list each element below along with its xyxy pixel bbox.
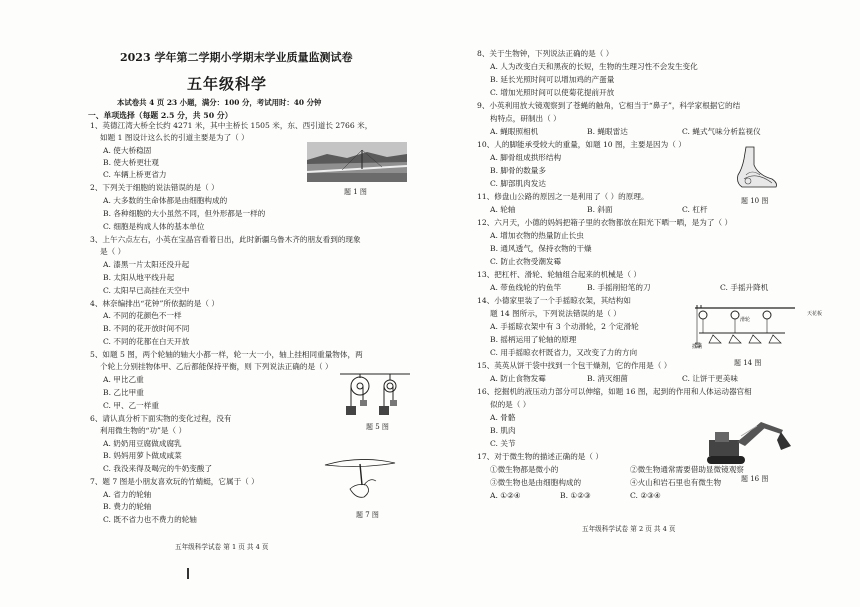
- option-text: A. 防止食物发霉: [490, 374, 546, 383]
- option-text: B. 消灭细菌: [587, 374, 628, 383]
- option-text: C. 不同的花都在白天开放: [103, 337, 190, 346]
- option-text: A. 大多数的生命体都是由细胞构成的: [103, 196, 228, 205]
- question-text: 11、修盘山公路的原因之一是利用了（ ）的原理。: [477, 192, 649, 201]
- figure-caption: 题 16 图: [741, 475, 769, 483]
- exam-title: 2023 学年第二学期小学期末学业质量监测试卷: [120, 51, 353, 64]
- option-text: C. 脚部肌肉发达: [490, 179, 546, 188]
- subject-title: 五年级科学: [187, 75, 268, 93]
- option-text: C. 太阳早已高挂在天空中: [103, 286, 190, 295]
- question-text: 7、题 7 图是小朋友喜欢玩的竹蜻蜓，它属于（ ）: [90, 477, 259, 486]
- diagram-label: 天花板: [807, 311, 823, 317]
- question-text: 3、上午六点左右，小英在宝晶宫看着日出，此时新疆乌鲁木齐的朋友看到的现象: [90, 235, 361, 244]
- scan-mark: [187, 568, 189, 579]
- option-text: A. 脚骨组成拱形结构: [490, 153, 562, 162]
- option-text: C. 车辆上桥更省力: [103, 170, 167, 179]
- page-footer: 五年级科学试卷 第 1 页 共 4 页: [175, 543, 269, 551]
- figure-caption: 题 7 图: [356, 511, 379, 519]
- option-text: C. 杠杆: [682, 205, 708, 214]
- question-text: 2、下列关于细胞的说法错误的是（ ）: [90, 183, 219, 192]
- right-page: [430, 0, 860, 607]
- question-text: 8、关于生物钟，下列说法正确的是（ ）: [477, 49, 614, 58]
- option-text: A. 带鱼线轮的钓鱼竿: [490, 283, 562, 292]
- option-text: B. 使大桥更壮观: [103, 158, 159, 167]
- option-text: A. 甲比乙重: [103, 375, 144, 384]
- option-text: B. 费力的轮轴: [103, 502, 152, 511]
- option-text: C. 防止衣物受潮发霉: [490, 257, 562, 266]
- option-text: B. 不同的花开放时间不同: [103, 324, 190, 333]
- question-text: 12、六月天，小德的妈妈把箱子里的衣物都放在阳光下晒一晒，是为了（ ）: [477, 218, 733, 227]
- option-text: B. 脚骨的数量多: [490, 166, 546, 175]
- question-text: 题 14 图所示，下列说法错误的是（ ）: [490, 309, 621, 318]
- option-text: C. 蝇式气味分析监视仪: [682, 127, 761, 136]
- question-text: 9、小英利用放大镜观察到了苍蝇的触角，它相当于“鼻子”，科学家根据它的结: [477, 101, 741, 110]
- option-text: B. 太阳从地平线升起: [103, 273, 175, 282]
- figure-caption: 题 5 图: [366, 423, 389, 431]
- option-text: C. 甲、乙一样重: [103, 401, 159, 410]
- option-text: B. 摇柄运用了轮轴的原理: [490, 335, 577, 344]
- question-text: 10、人的脚能承受较大的重量，如题 10 图，主要是因为（ ）: [477, 140, 686, 149]
- figure-caption: 题 10 图: [741, 197, 769, 205]
- option-text: C. 让饼干更美味: [682, 374, 738, 383]
- option-text: A. 漆黑一片太阳还没升起: [103, 260, 190, 269]
- bamboo-dragonfly-drawing: [320, 455, 400, 505]
- question-text: 5、如题 5 图，两个轮轴的轴大小都一样，轮一大一小，轴上挂相同重量物体，两: [90, 350, 363, 359]
- diagram-label: 滑轮: [740, 317, 751, 323]
- exam-info: 本试卷共 4 页 23 小题，满分：100 分，考试用时：40 分钟: [117, 98, 322, 107]
- option-text: ④火山和岩石里也有微生物: [630, 478, 722, 487]
- option-text: C. 既不省力也不费力的轮轴: [103, 515, 197, 524]
- option-text: A. 增加衣物的热量防止长虫: [490, 231, 584, 240]
- option-text: ①微生物都是微小的: [490, 465, 559, 474]
- option-text: B. 延长光照时间可以增加鸡的产蛋量: [490, 75, 615, 84]
- option-text: ②微生物通常需要借助显微镜观察: [630, 465, 744, 474]
- page-footer: 五年级科学试卷 第 2 页 共 4 页: [582, 525, 676, 533]
- option-text: A. 骨骼: [490, 413, 516, 422]
- section-heading: 一、单项选择（每题 2.5 分，共 50 分）: [88, 111, 233, 120]
- question-text: 13、把杠杆、滑轮、轮轴组合起来的机械是（ ）: [477, 270, 641, 279]
- option-text: A. 奶奶用豆腐做成腐乳: [103, 439, 182, 448]
- question-text: 15、英英从饼干袋中找到一个包干燥剂，它的作用是（ ）: [477, 361, 672, 370]
- wheel-axle-diagram: [340, 372, 410, 418]
- option-text: A. 轮轴: [490, 205, 516, 214]
- question-text: 17、对于微生物的描述正确的是（ ）: [477, 452, 603, 461]
- option-text: B. 通风透气，保持衣物的干燥: [490, 244, 592, 253]
- option-text: B. 肌肉: [490, 426, 516, 435]
- diagram-label: 摇柄: [692, 344, 703, 350]
- option-text: C. 细胞是构成人体的基本单位: [103, 222, 205, 231]
- question-text: 构特点，研制出（ ）: [490, 114, 561, 123]
- question-text: 4、林奈编排出“花钟”所依据的是（ ）: [90, 299, 219, 308]
- option-text: B. ①②③: [560, 491, 591, 500]
- question-text: 似的是（ ）: [490, 400, 531, 409]
- clothes-rack-diagram: [695, 305, 803, 351]
- figure-caption: 题 1 图: [344, 188, 367, 196]
- option-text: C. 手摇升降机: [720, 283, 769, 292]
- option-text: A. 人为改变白天和黑夜的长短，生物的生理习性不会发生变化: [490, 62, 698, 71]
- option-text: C. 关节: [490, 439, 516, 448]
- option-text: C. 增加光照时间可以使菊花提前开放: [490, 88, 615, 97]
- option-text: B. 蝇眼雷达: [587, 127, 628, 136]
- bridge-photo: [307, 142, 407, 182]
- question-text: 1、英德江湾大桥全长约 4271 米，其中主桥长 1505 米，东、西引道长 2766 米，: [90, 121, 373, 130]
- option-text: ③微生物也是由细胞构成的: [490, 478, 582, 487]
- question-text: 14、小德家里装了一个手摇晾衣架，其结构如: [477, 296, 631, 305]
- option-text: B. 各种细胞的大小虽然不同，但外形都是一样的: [103, 209, 266, 218]
- question-text: 16、挖掘机的液压动力部分可以伸缩，如题 16 图，起到的作用和人体运动器官相: [477, 387, 752, 396]
- option-text: C. 用手摇晾衣杆既省力，又改变了力的方向: [490, 348, 638, 357]
- excavator-drawing: [705, 416, 795, 468]
- option-text: B. 妈妈用萝卜做成咸菜: [103, 451, 182, 460]
- option-text: A. 不同的花颜色不一样: [103, 311, 182, 320]
- question-text: 6、请认真分析下面实物的变化过程，没有: [90, 414, 232, 423]
- option-text: A. 手摇晾衣架中有 3 个动滑轮，2 个定滑轮: [490, 322, 639, 331]
- question-text: 个轮上分别挂物体甲、乙后都能保持平衡，则 下列说法正确的是（ ）: [100, 362, 333, 371]
- option-text: A. 使大桥稳固: [103, 146, 152, 155]
- option-text: B. 斜面: [587, 205, 613, 214]
- option-text: B. 手摇削铅笔的刀: [587, 283, 651, 292]
- option-text: A. 蝇眼照相机: [490, 127, 539, 136]
- option-text: A. ①②④: [490, 491, 521, 500]
- option-text: C. ②③④: [630, 491, 661, 500]
- question-text: 利用微生物的“功”是（ ）: [100, 426, 187, 435]
- foot-bone-drawing: [732, 145, 780, 191]
- option-text: B. 乙比甲重: [103, 388, 144, 397]
- question-text: 如题 1 图设计这么长的引道主要是为了（ ）: [100, 133, 249, 142]
- figure-caption: 题 14 图: [734, 359, 762, 367]
- option-text: C. 我没来得及喝完的牛奶变酸了: [103, 464, 213, 473]
- option-text: A. 省力的轮轴: [103, 490, 152, 499]
- question-text: 是（ ）: [100, 247, 126, 256]
